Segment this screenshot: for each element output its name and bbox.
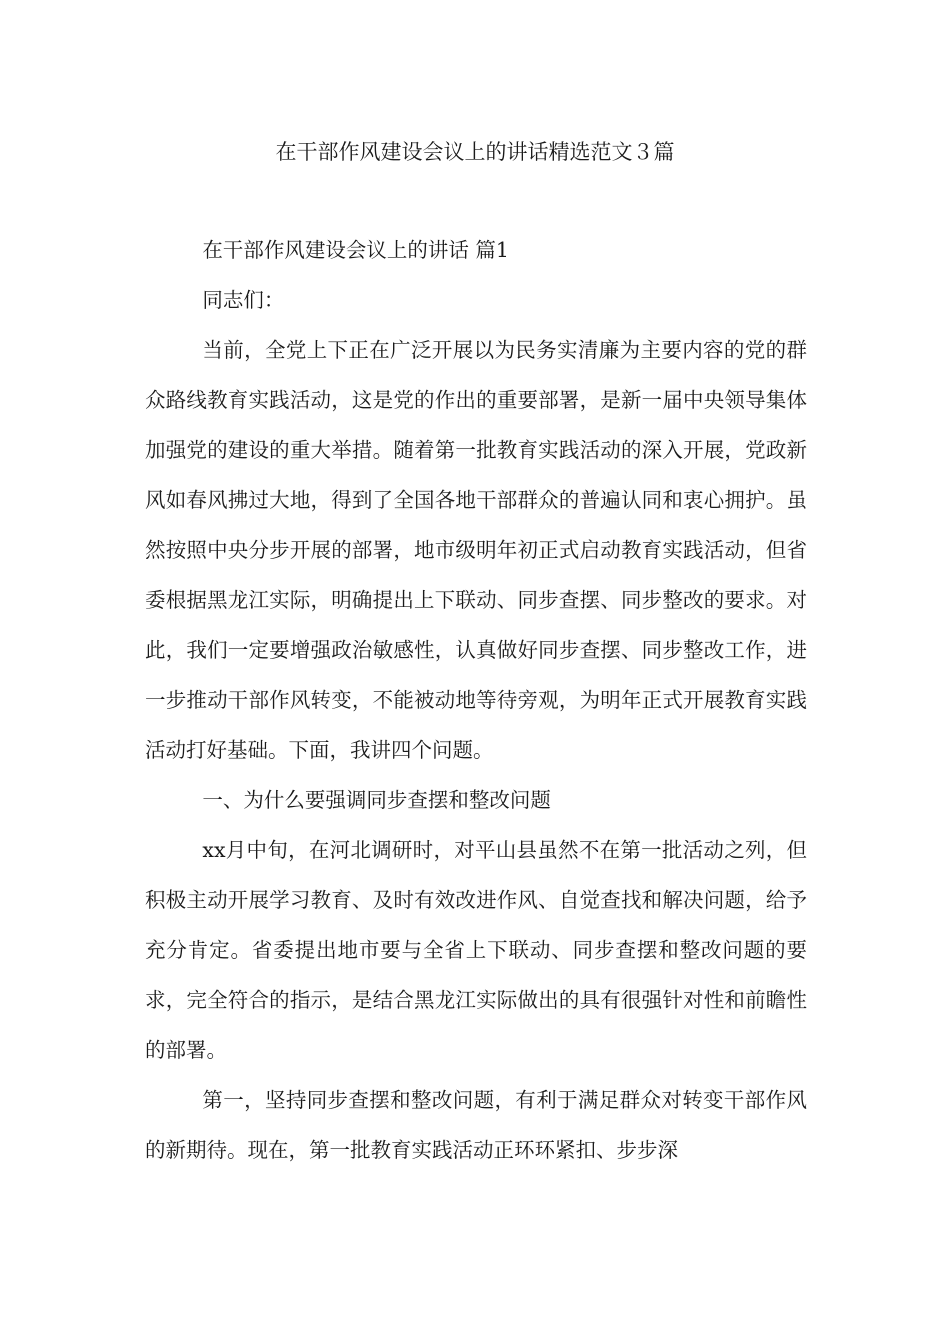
salutation: 同志们： bbox=[202, 288, 285, 312]
document-body bbox=[145, 225, 807, 1175]
document-title: 在干部作风建设会议上的讲话精选范文３篇 bbox=[275, 140, 675, 164]
section-heading: 在干部作风建设会议上的讲话 篇1 bbox=[202, 238, 509, 262]
body-paragraph: 当前，全党上下正在广泛开展以为民务实清廉为主要内容的党的群众路线教育实践活动，这是党的作出的重要部署，是新一届中央领导集体加强党的建设的重大举措。随着第一批教育实践活动的深入开展，党政新风如春风拂过大地，得到了全国各地干部群众的普遍认同和衷心拥护。虽然按照中央分步开展的部署，地市级明年初正式启动教育实践活动，但省委根据黑龙江实际，明确提出上下联动、同步查摆、同步整改的要求。对此，我们一定要增强政治敏感性，认真做好同步查摆、同步整改工作，进一步推动干部作风转变，不能被动地等待旁观，为明年正式开展教育实践活动打好基础。下面，我讲四个问题。 bbox=[145, 338, 807, 762]
body-paragraph: xx月中旬，在河北调研时，对平山县虽然不在第一批活动之列，但积极主动开展学习教育、及时有效改进作风、自觉查找和解决问题，给予充分肯定。省委提出地市要与全省上下联动、同步查摆和整改问题的要求，完全符合的指示，是结合黑龙江实际做出的具有很强针对性和前瞻性的部署。 bbox=[145, 838, 807, 1062]
subsection-heading: 一、为什么要强调同步查摆和整改问题 bbox=[202, 788, 551, 812]
body-paragraph: 第一，坚持同步查摆和整改问题，有利于满足群众对转变干部作风的新期待。现在，第一批教育实践活动正环环紧扣、步步深 bbox=[145, 1088, 807, 1162]
